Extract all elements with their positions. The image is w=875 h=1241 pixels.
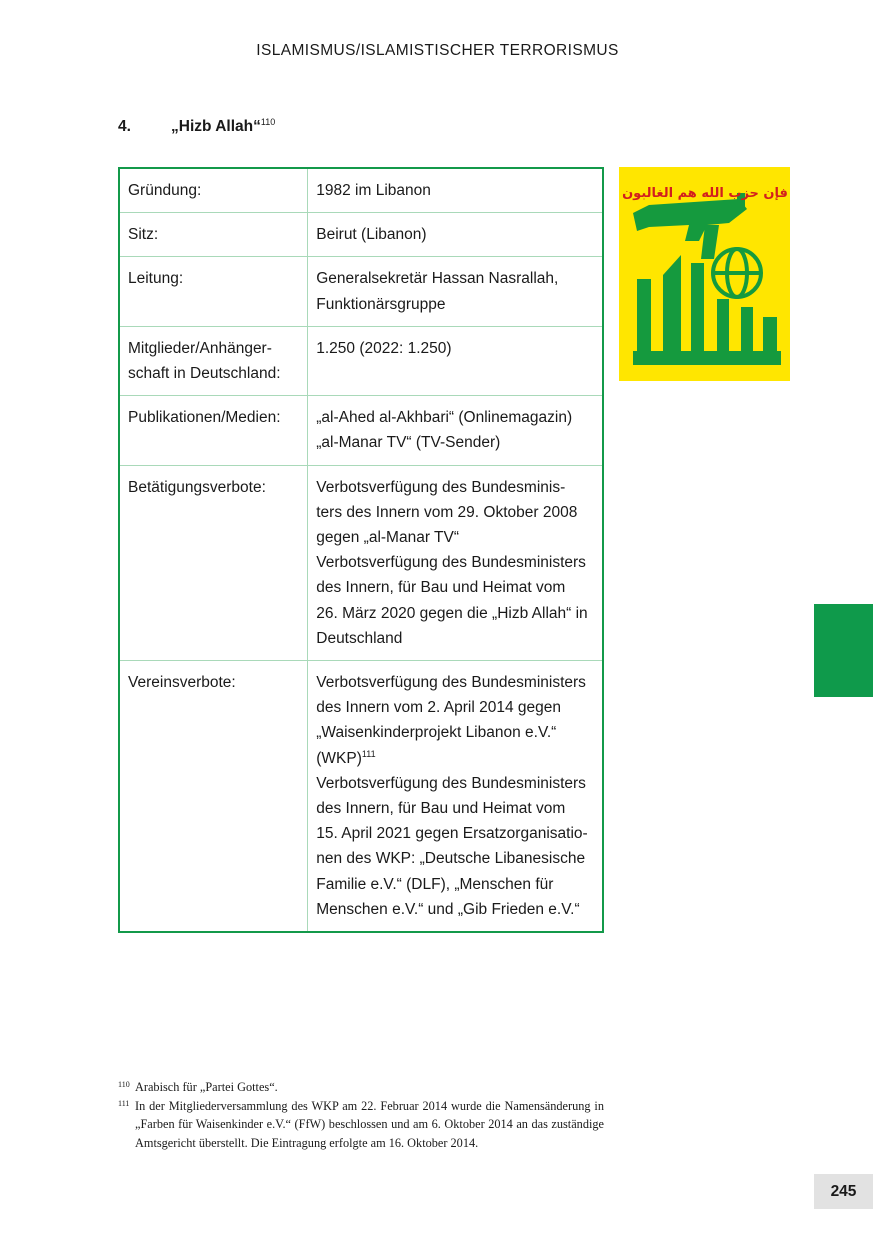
- table-row: [119, 213, 603, 257]
- row-label: Leitung:: [119, 257, 308, 326]
- footnote: [118, 1078, 604, 1097]
- row-label: Betätigungsverbote:: [119, 465, 308, 660]
- row-label: Publikationen/Medien:: [119, 396, 308, 465]
- value-line: 15. April 2021 gegen Ersatzorganisatio-: [316, 825, 588, 843]
- footnote-ref-110[interactable]: 110: [260, 117, 276, 127]
- value-line: Funktionärsgruppe: [316, 295, 446, 313]
- value-line: Verbotsverfügung des Bundesministers: [316, 774, 586, 792]
- arabic-slogan: فإن حزب الله هم الغالبون: [622, 186, 788, 201]
- value-line: (WKP): [316, 749, 362, 767]
- row-value: [308, 661, 603, 933]
- label-line: schaft in Deutschland:: [128, 365, 281, 383]
- table-row: [119, 257, 603, 326]
- chapter-color-tab: [814, 604, 873, 697]
- row-label: Vereinsverbote:: [119, 661, 308, 933]
- row-value: [308, 465, 603, 660]
- running-header: ISLAMISMUS/ISLAMISTISCHER TERRORISMUS: [256, 42, 619, 59]
- section-title: „Hizb Allah“: [171, 118, 261, 135]
- value-line: Beirut (Libanon): [316, 226, 427, 244]
- value-line: „al-Ahed al-Akhbari“ (Onlinemagazin): [316, 409, 573, 427]
- footnote-number: 111: [118, 1098, 130, 1108]
- value-line: Verbotsverfügung des Bundesministers: [316, 674, 586, 692]
- value-line: Deutschland: [316, 629, 403, 647]
- row-value: [308, 213, 603, 257]
- row-value: [308, 326, 603, 395]
- value-line: des Innern, für Bau und Heimat vom: [316, 579, 566, 597]
- footnote: [118, 1097, 604, 1153]
- value-line: Verbotsverfügung des Bundesminis-: [316, 478, 566, 496]
- value-line: Menschen e.V.“ und „Gib Frieden e.V.“: [316, 900, 580, 918]
- footnote-text: In der Mitgliederversammlung des WKP am 22. Februar 2014 wurde die Namensänderung in „Farben für Waisenkinder e.V.“ (FfW) beschlossen und am 6. Oktober 2014 an das zuständige Amtsgericht überstellt. Die Eintragung erfolgte am 16. Oktober 2014.: [135, 1098, 604, 1150]
- footnotes: [118, 1078, 604, 1152]
- value-line: 26. März 2020 gegen die „Hizb Allah“ in: [316, 604, 588, 622]
- section-heading: [118, 117, 275, 136]
- value-line: nen des WKP: „Deutsche Libanesische: [316, 850, 586, 868]
- section-number: 4.: [118, 118, 131, 135]
- value-line: Verbotsverfügung des Bundesministers: [316, 554, 586, 572]
- table-row: [119, 465, 603, 660]
- footnote-text: Arabisch für „Partei Gottes“.: [135, 1080, 278, 1094]
- value-line: „Waisenkinderprojekt Libanon e.V.“: [316, 724, 557, 742]
- profile-table: [118, 167, 604, 933]
- value-line: 1982 im Libanon: [316, 182, 431, 199]
- hizb-allah-flag-emblem: [619, 167, 790, 381]
- page-number: 245: [814, 1174, 873, 1209]
- value-line: Familie e.V.“ (DLF), „Menschen für: [316, 875, 554, 893]
- value-line: Generalsekretär Hassan Nasrallah,: [316, 270, 559, 288]
- value-line: des Innern vom 2. April 2014 gegen: [316, 699, 561, 717]
- table-row: [119, 168, 603, 213]
- table-row: [119, 326, 603, 395]
- value-line: 1.250 (2022: 1.250): [316, 339, 452, 357]
- row-label: Gründung:: [119, 168, 308, 213]
- row-label: Sitz:: [119, 213, 308, 257]
- label-line: Mitglieder/Anhänger-: [128, 339, 272, 357]
- footnote-number: 110: [118, 1080, 130, 1089]
- row-value: [308, 257, 603, 326]
- row-value: [308, 168, 603, 213]
- table-row: [119, 396, 603, 465]
- value-line: „al-Manar TV“ (TV-Sender): [316, 434, 501, 452]
- row-label: [119, 326, 308, 395]
- footnote-ref-111[interactable]: 111: [361, 748, 376, 759]
- value-line: ters des Innern vom 29. Oktober 2008: [316, 503, 578, 521]
- row-value: [308, 396, 603, 465]
- value-line: des Innern, für Bau und Heimat vom: [316, 800, 566, 818]
- value-line: gegen „al-Manar TV“: [316, 529, 459, 547]
- table-row: [119, 661, 603, 933]
